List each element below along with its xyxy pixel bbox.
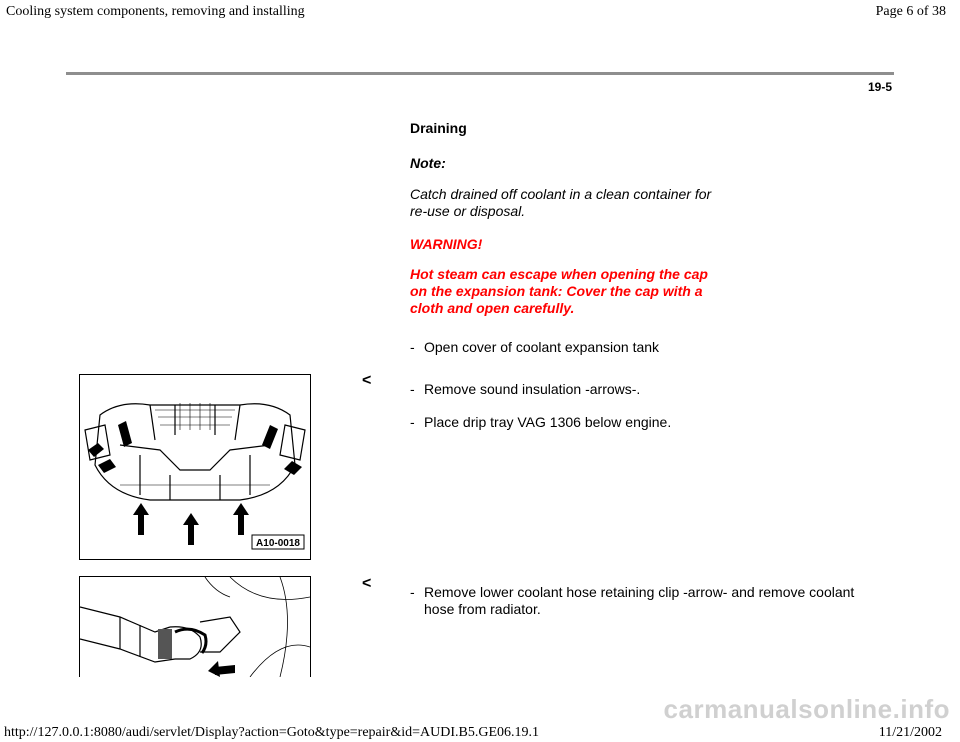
figure-coolant-hose	[79, 576, 311, 677]
step-text: Remove lower coolant hose retaining clip -arrow- and remove coolant	[424, 584, 855, 600]
step-dash: -	[410, 414, 415, 430]
figure-sound-insulation	[79, 374, 311, 560]
figure-pointer-icon: <	[362, 575, 372, 592]
warning-line: Hot steam can escape when opening the cap	[410, 266, 708, 282]
step-item	[410, 584, 854, 618]
engine-underbody-illustration	[80, 375, 310, 559]
step-text-continued: hose from radiator.	[424, 601, 541, 617]
warning-label: WARNING!	[410, 236, 483, 252]
note-line: Catch drained off coolant in a clean container for	[410, 186, 712, 202]
note-text	[410, 186, 711, 220]
header-rule	[66, 72, 894, 75]
step-text: Remove sound insulation -arrows-.	[424, 381, 641, 397]
note-label: Note:	[410, 155, 446, 171]
footer-url[interactable]: http://127.0.0.1:8080/audi/servlet/Display?action=Goto&type=repair&id=AUDI.B5.GE06.19.1	[4, 725, 539, 740]
step-item	[410, 339, 659, 356]
step-dash: -	[410, 381, 415, 397]
figure-label: A10-0018	[256, 538, 300, 549]
document-title: Cooling system components, removing and installing	[6, 4, 305, 19]
coolant-hose-illustration	[80, 577, 310, 677]
section-heading: Draining	[410, 120, 467, 136]
step-text: Open cover of coolant expansion tank	[424, 339, 660, 355]
step-dash: -	[410, 339, 415, 355]
step-item	[410, 381, 640, 398]
footer-date: 11/21/2002	[878, 725, 942, 740]
step-text: Place drip tray VAG 1306 below engine.	[424, 414, 672, 430]
step-item	[410, 414, 671, 431]
figure-pointer-icon: <	[362, 372, 372, 389]
page-indicator: Page 6 of 38	[875, 4, 946, 19]
warning-line: on the expansion tank: Cover the cap with a	[410, 283, 703, 299]
warning-text	[410, 266, 708, 317]
warning-line: cloth and open carefully.	[410, 300, 575, 316]
step-dash: -	[410, 584, 415, 600]
section-page-number: 19-5	[867, 80, 892, 94]
note-line: re-use or disposal.	[410, 203, 526, 219]
watermark-logo: carmanualsonline.info	[663, 694, 950, 724]
